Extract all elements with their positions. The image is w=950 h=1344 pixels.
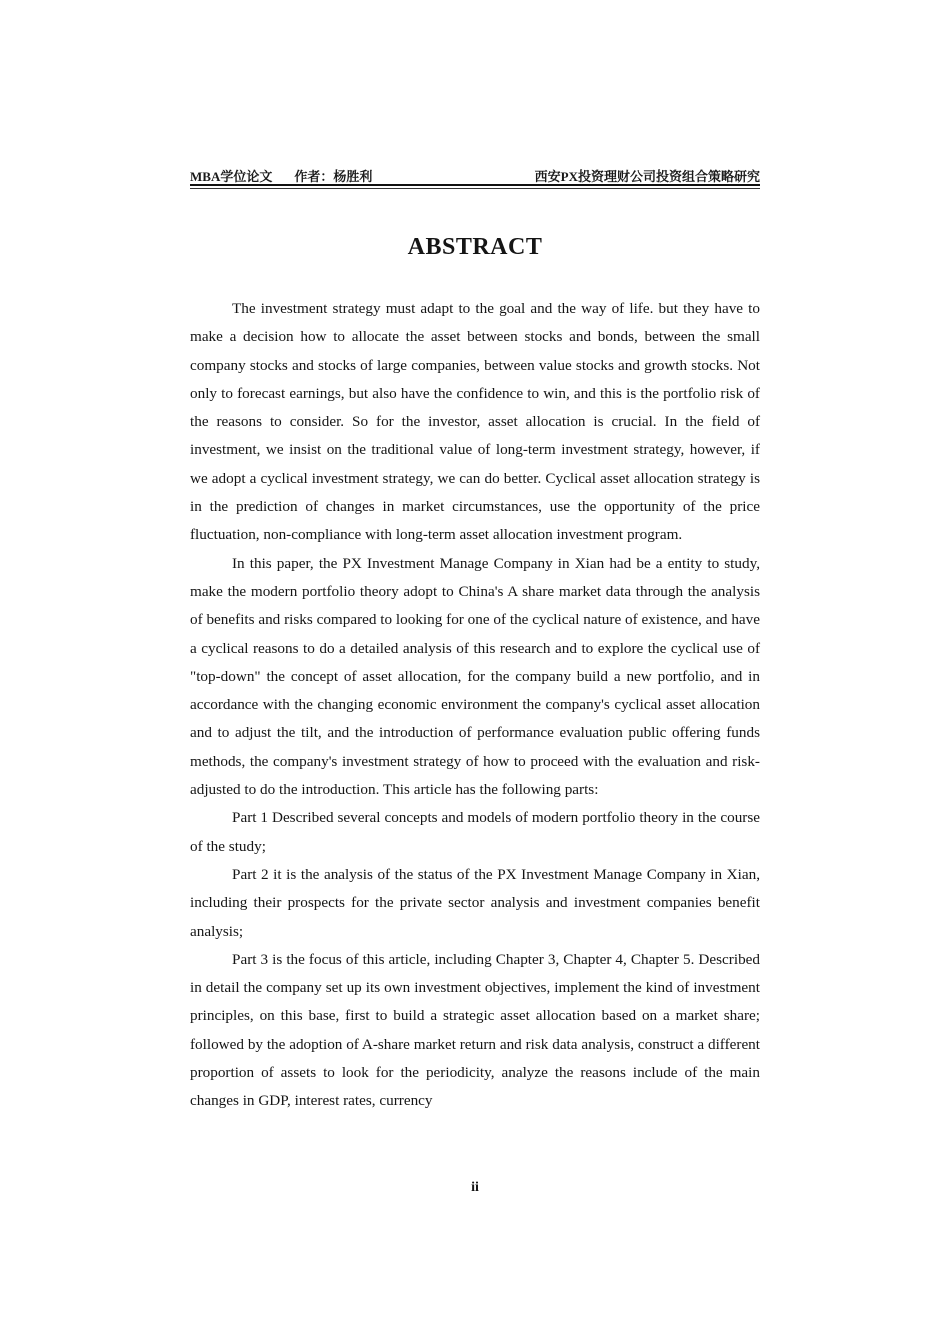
paragraph: Part 3 is the focus of this article, including Chapter 3, Chapter 4, Chapter 5. Described in detail the company set up its own investment objectives, implement the kind of investment principles, on this base, first to build a strategic asset allocation based on a market share; followed by the adoption of A-share market return and risk data analysis, construct a different proportion of assets to look for the periodicity, analyze the reasons include of the main changes in GDP, interest rates, currency (190, 950, 760, 1110)
header-rule-thin (190, 188, 760, 189)
header-rule-thick (190, 184, 760, 186)
paragraph: The investment strategy must adapt to the goal and the way of life. but they have to make a decision how to allocate the asset between stocks and bonds, between the small company stocks and stocks of large companies, between value stocks and growth stocks. Not only to forecast earnings, but also have the confidence to win, and this is the portfolio risk of the reasons to consider. So for the investor, asset allocation is crucial. In the field of investment, we insist on the traditional value of long-term investment strategy, however, if we adopt a cyclical investment strategy, we can do better. Cyclical asset allocation strategy is in the prediction of changes in market circumstances, use the opportunity of the price fluctuation, non-compliance with long-term asset allocation investment program. (190, 300, 760, 544)
paragraph: Part 1 Described several concepts and models of modern portfolio theory in the course of the study; (190, 809, 760, 855)
header-left (190, 166, 372, 185)
page-number: ii (471, 1180, 479, 1195)
abstract-body (190, 295, 760, 1116)
paragraph: In this paper, the PX Investment Manage Company in Xian had be a entity to study, make the modern portfolio theory adopt to China's A share market data through the analysis of benefits and risks compared to looking for one of the cyclical nature of existence, and have a cyclical reasons to do a detailed analysis of this research and to explore the cyclical use of "top-down" the concept of asset allocation, for the company build a new portfolio, and in accordance with the changing economic environment the company's cyclical asset allocation and to adjust the tilt, and the introduction of performance evaluation public offering funds methods, the company's investment strategy of how to proceed with the evaluation and risk-adjusted to do the introduction. This article has the following parts: (190, 554, 760, 799)
header-degree: MBA学位论文 (190, 169, 273, 184)
header-author: 作者：杨胜利 (294, 169, 373, 184)
header-thesis-title: 西安PX投资理财公司投资组合策略研究 (534, 169, 760, 184)
abstract-title: ABSTRACT (407, 234, 543, 260)
running-header (190, 164, 760, 184)
paragraph: Part 2 it is the analysis of the status of the PX Investment Manage Company in Xian, including their prospects for the private sector analysis and investment companies benefit analysis; (190, 865, 760, 940)
